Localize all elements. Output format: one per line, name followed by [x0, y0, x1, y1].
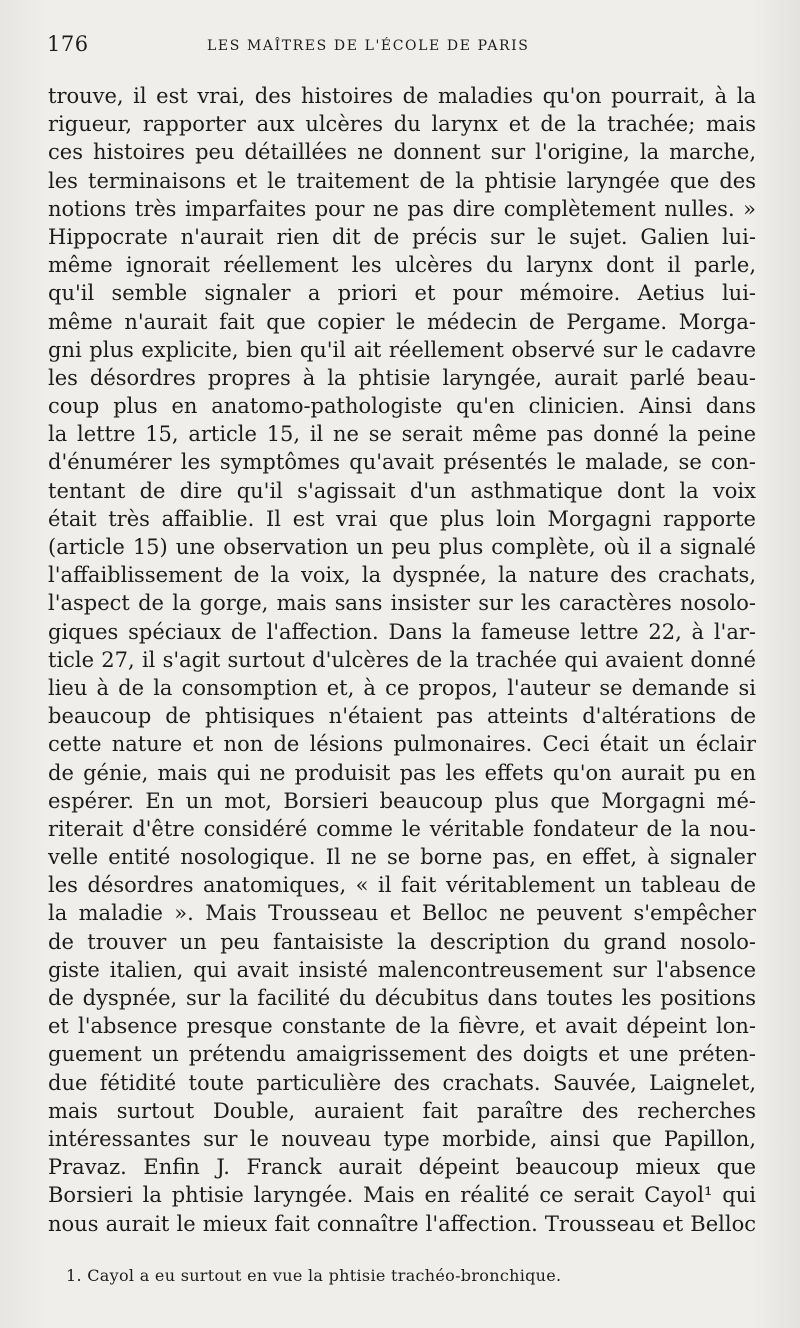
- text-line: de trouver un peu fantaisiste la description du grand nosolo-: [48, 929, 756, 954]
- text-line: les désordres propres à la phtisie laryngée, aurait parlé beau-: [48, 365, 756, 390]
- text-line: espérer. En un mot, Borsieri beaucoup plus que Morgagni mé-: [48, 788, 756, 813]
- text-line: de dyspnée, sur la facilité du décubitus dans toutes les positions: [48, 986, 756, 1010]
- text-line: trouve, il est vrai, des histoires de maladies qu'on pourrait, à la: [48, 84, 756, 108]
- text-line: Pravaz. Enfin J. Franck aurait dépeint beaucoup mieux que: [48, 1155, 756, 1180]
- text-line: coup plus en anatomo-pathologiste qu'en clinicien. Ainsi dans: [48, 394, 756, 419]
- text-line: beaucoup de phtisiques n'étaient pas atteints d'altérations de: [48, 704, 756, 729]
- text-line: ticle 27, il s'agit surtout d'ulcères de la trachée qui avaient donné: [48, 647, 756, 672]
- text-line: velle entité nosologique. Il ne se borne pas, en effet, à signaler: [48, 845, 756, 870]
- text-line: ces histoires peu détaillées ne donnent sur l'origine, la marche,: [48, 140, 756, 165]
- text-line: giques spéciaux de l'affection. Dans la fameuse lettre 22, à l'ar-: [48, 619, 756, 644]
- text-line: et l'absence presque constante de la fièvre, et avait dépeint lon-: [48, 1014, 756, 1039]
- footnote: 1. Cayol a eu surtout en vue la phtisie trachéo-bronchique.: [66, 1266, 562, 1285]
- text-line: de génie, mais qui ne produisit pas les effets qu'on aurait pu en: [48, 760, 756, 785]
- running-title: LES MAÎTRES DE L'ÉCOLE DE PARIS: [207, 38, 530, 54]
- text-line: était très affaiblie. Il est vrai que plus loin Morgagni rapporte: [48, 506, 756, 531]
- text-line: les terminaisons et le traitement de la phtisie laryngée que des: [48, 168, 756, 193]
- text-line: même n'aurait fait que copier le médecin de Pergame. Morga-: [48, 309, 756, 334]
- text-line: intéressantes sur le nouveau type morbide, ainsi que Papillon,: [48, 1126, 756, 1151]
- text-line: la maladie ». Mais Trousseau et Belloc ne peuvent s'empêcher: [48, 901, 756, 926]
- text-line: qu'il semble signaler a priori et pour mémoire. Aetius lui-: [48, 281, 756, 306]
- text-line: la lettre 15, article 15, il ne se serait même pas donné la peine: [48, 422, 756, 447]
- page-header: [47, 32, 767, 60]
- text-line: Hippocrate n'aurait rien dit de précis sur le sujet. Galien lui-: [48, 224, 756, 249]
- body-text: [48, 82, 756, 1238]
- text-line: giste italien, qui avait insisté malencontreusement sur l'absence: [48, 957, 756, 982]
- text-line: gni plus explicite, bien qu'il ait réellement observé sur le cadavre: [48, 337, 756, 362]
- page-number: 176: [47, 32, 89, 56]
- text-line: l'affaiblissement de la voix, la dyspnée, la nature des crachats,: [48, 563, 756, 588]
- text-line: d'énumérer les symptômes qu'avait présentés le malade, se con-: [48, 450, 756, 475]
- text-line: mais surtout Double, auraient fait paraître des recherches: [48, 1098, 756, 1123]
- text-line: les désordres anatomiques, « il fait véritablement un tableau de: [48, 873, 756, 898]
- text-line: due fétidité toute particulière des crachats. Sauvée, Laignelet,: [48, 1070, 756, 1095]
- text-line: même ignorait réellement les ulcères du larynx dont il parle,: [48, 253, 756, 278]
- text-line: (article 15) une observation un peu plus complète, où il a signalé: [48, 535, 756, 559]
- text-line: nous aurait le mieux fait connaître l'affection. Trousseau et Belloc: [48, 1211, 756, 1236]
- text-line: Borsieri la phtisie laryngée. Mais en réalité ce serait Cayol¹ qui: [48, 1183, 756, 1208]
- text-line: lieu à de la consomption et, à ce propos, l'auteur se demande si: [48, 675, 756, 700]
- text-line: tentant de dire qu'il s'agissait d'un asthmatique dont la voix: [48, 478, 756, 503]
- text-line: notions très imparfaites pour ne pas dire complètement nulles. »: [48, 196, 756, 221]
- text-line: riterait d'être considéré comme le véritable fondateur de la nou-: [48, 816, 756, 841]
- text-line: cette nature et non de lésions pulmonaires. Ceci était un éclair: [48, 732, 756, 757]
- text-line: rigueur, rapporter aux ulcères du larynx et de la trachée; mais: [48, 112, 756, 137]
- text-line: guement un prétendu amaigrissement des doigts et une préten-: [48, 1042, 756, 1067]
- text-line: l'aspect de la gorge, mais sans insister sur les caractères nosolo-: [48, 591, 756, 616]
